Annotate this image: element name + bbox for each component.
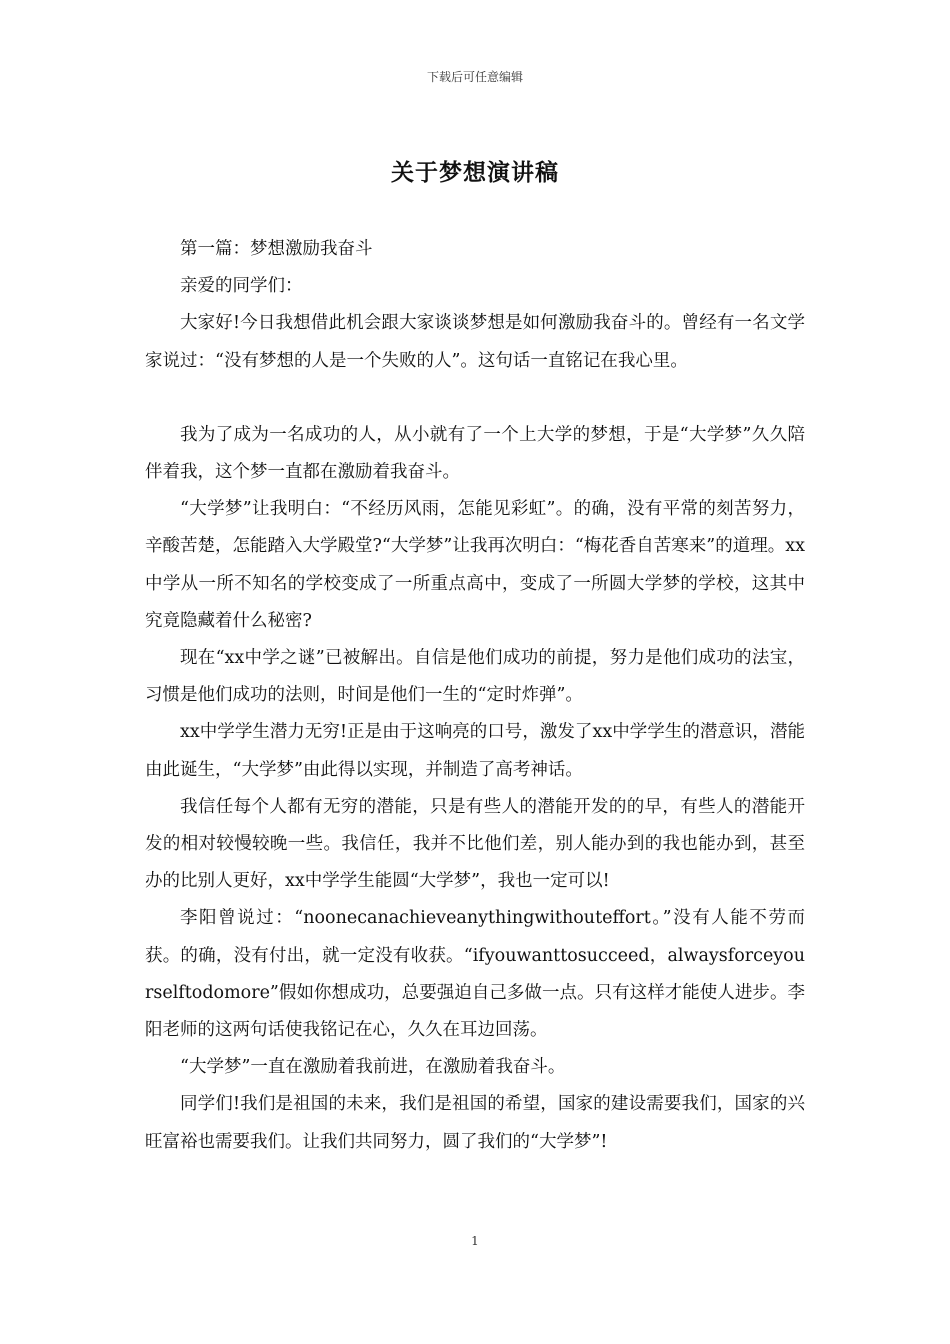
paragraph: 大家好!今日我想借此机会跟大家谈谈梦想是如何激励我奋斗的。曾经有一名文学家说过：“没有梦想的人是一个失败的人”。这句话一直铭记在我心里。 <box>145 313 805 371</box>
section-heading: 第一篇：梦想激励我奋斗 <box>180 239 373 259</box>
paragraph: “大学梦”一直在激励着我前进，在激励着我奋斗。 <box>180 1057 566 1078</box>
document-title: 关于梦想演讲稿 <box>391 160 559 186</box>
paragraph: 我为了成为一名成功的人，从小就有了一个上大学的梦想，于是“大学梦”久久陪伴着我，这个梦一直都在激励着我奋斗。 <box>145 424 805 483</box>
paragraph: 现在“xx中学之谜”已被解出。自信是他们成功的前提，努力是他们成功的法宝，习惯是他们成功的法则，时间是他们一生的“定时炸弹”。 <box>145 648 805 706</box>
document-body <box>145 231 805 1161</box>
salutation: 亲爱的同学们： <box>180 276 303 297</box>
page-number: 1 <box>471 1234 479 1248</box>
paragraph: 我信任每个人都有无穷的潜能，只是有些人的潜能开发的的早，有些人的潜能开发的相对较慢较晚一些。我信任，我并不比他们差，别人能办到的我也能办到，甚至办的比别人更好，xx中学学生能圆“大学梦”，我也一定可以! <box>145 796 805 892</box>
paragraph: 李阳曾说过：“noonecanachieveanythingwithouteffort。”没有人能不劳而获。的确，没有付出，就一定没有收获。“ifyouwanttosucceed，alwaysforceyourselftodomore”假如你想成功，总要强迫自己多做一点。只有这样才能使人进步。李阳老师的这两句话使我铭记在心，久久在耳边回荡。 <box>145 908 805 1041</box>
paragraph: xx中学学生潜力无穷!正是由于这响亮的口号，激发了xx中学学生的潜意识，潜能由此诞生，“大学梦”由此得以实现，并制造了高考神话。 <box>145 722 805 780</box>
paragraph: 同学们!我们是祖国的未来，我们是祖国的希望，国家的建设需要我们，国家的兴旺富裕也需要我们。让我们共同努力，圆了我们的“大学梦”! <box>145 1094 805 1152</box>
paragraph: “大学梦”让我明白：“不经历风雨，怎能见彩虹”。的确，没有平常的刻苦努力，辛酸苦楚，怎能踏入大学殿堂?“大学梦”让我再次明白：“梅花香自苦寒来”的道理。xx中学从一所不知名的学校变成了一所重点高中，变成了一所圆大学梦的学校，这其中究竟隐藏着什么秘密? <box>145 499 805 631</box>
page-header: 下载后可任意编辑 <box>426 70 523 84</box>
